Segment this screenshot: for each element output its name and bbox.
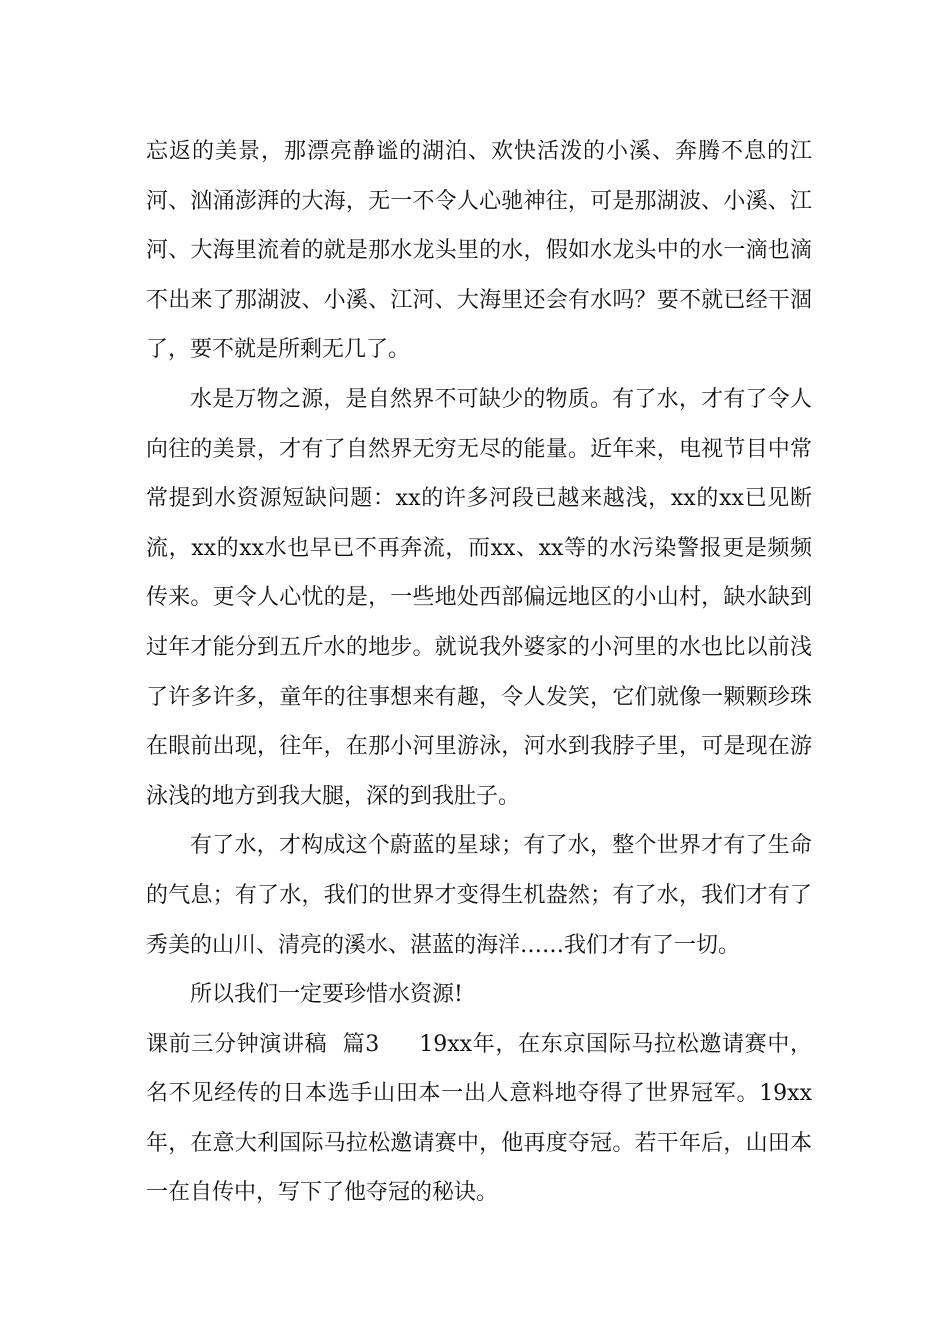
paragraph-with-water: 有了水，才构成这个蔚蓝的星球；有了水，整个世界才有了生命的气息；有了水，我们的世界才变得生机盎然；有了水，我们才有了秀美的山川、清亮的溪水、湛蓝的海洋……我们才有了一切。 — [146, 833, 812, 958]
section-body: 19xx年，在东京国际马拉松邀请赛中，名不见经传的日本选手山田本一出人意料地夺得了世界冠军。19xx年，在意大利国际马拉松邀请赛中，他再度夺冠。若干年后，山田本一在自传中，写下了他夺冠的秘诀。 — [146, 1031, 813, 1206]
section-3 — [146, 1020, 812, 1218]
document-body — [146, 127, 812, 1218]
section-heading: 课前三分钟演讲稿 篇3 — [146, 1031, 380, 1057]
paragraph-continued: 忘返的美景，那漂亮静谧的湖泊、欢快活泼的小溪、奔腾不息的江河、汹涌澎湃的大海，无一不令人心驰神往，可是那湖波、小溪、江河、大海里流着的就是那水龙头里的水，假如水龙头中的水一滴也滴不出来了那湖波、小溪、江河、大海里还会有水吗？要不就已经干涸了，要不就是所剩无几了。 — [146, 139, 812, 363]
paragraph-water-source: 水是万物之源，是自然界不可缺少的物质。有了水，才有了令人向往的美景，才有了自然界无穷无尽的能量。近年来，电视节目中常常提到水资源短缺问题：xx的许多河段已越来越浅，xx的xx已见断流，xx的xx水也早已不再奔流，而xx、xx等的水污染警报更是频频传来。更令人心忧的是，一些地处西部偏远地区的小山村，缺水缺到过年才能分到五斤水的地步。就说我外婆家的小河里的水也比以前浅了许多许多，童年的往事想来有趣，令人发笑，它们就像一颗颗珍珠在眼前出现，往年，在那小河里游泳，河水到我脖子里，可是现在游泳浅的地方到我大腿，深的到我肚子。 — [146, 386, 812, 809]
paragraph-conclusion: 所以我们一定要珍惜水资源! — [190, 982, 463, 1008]
